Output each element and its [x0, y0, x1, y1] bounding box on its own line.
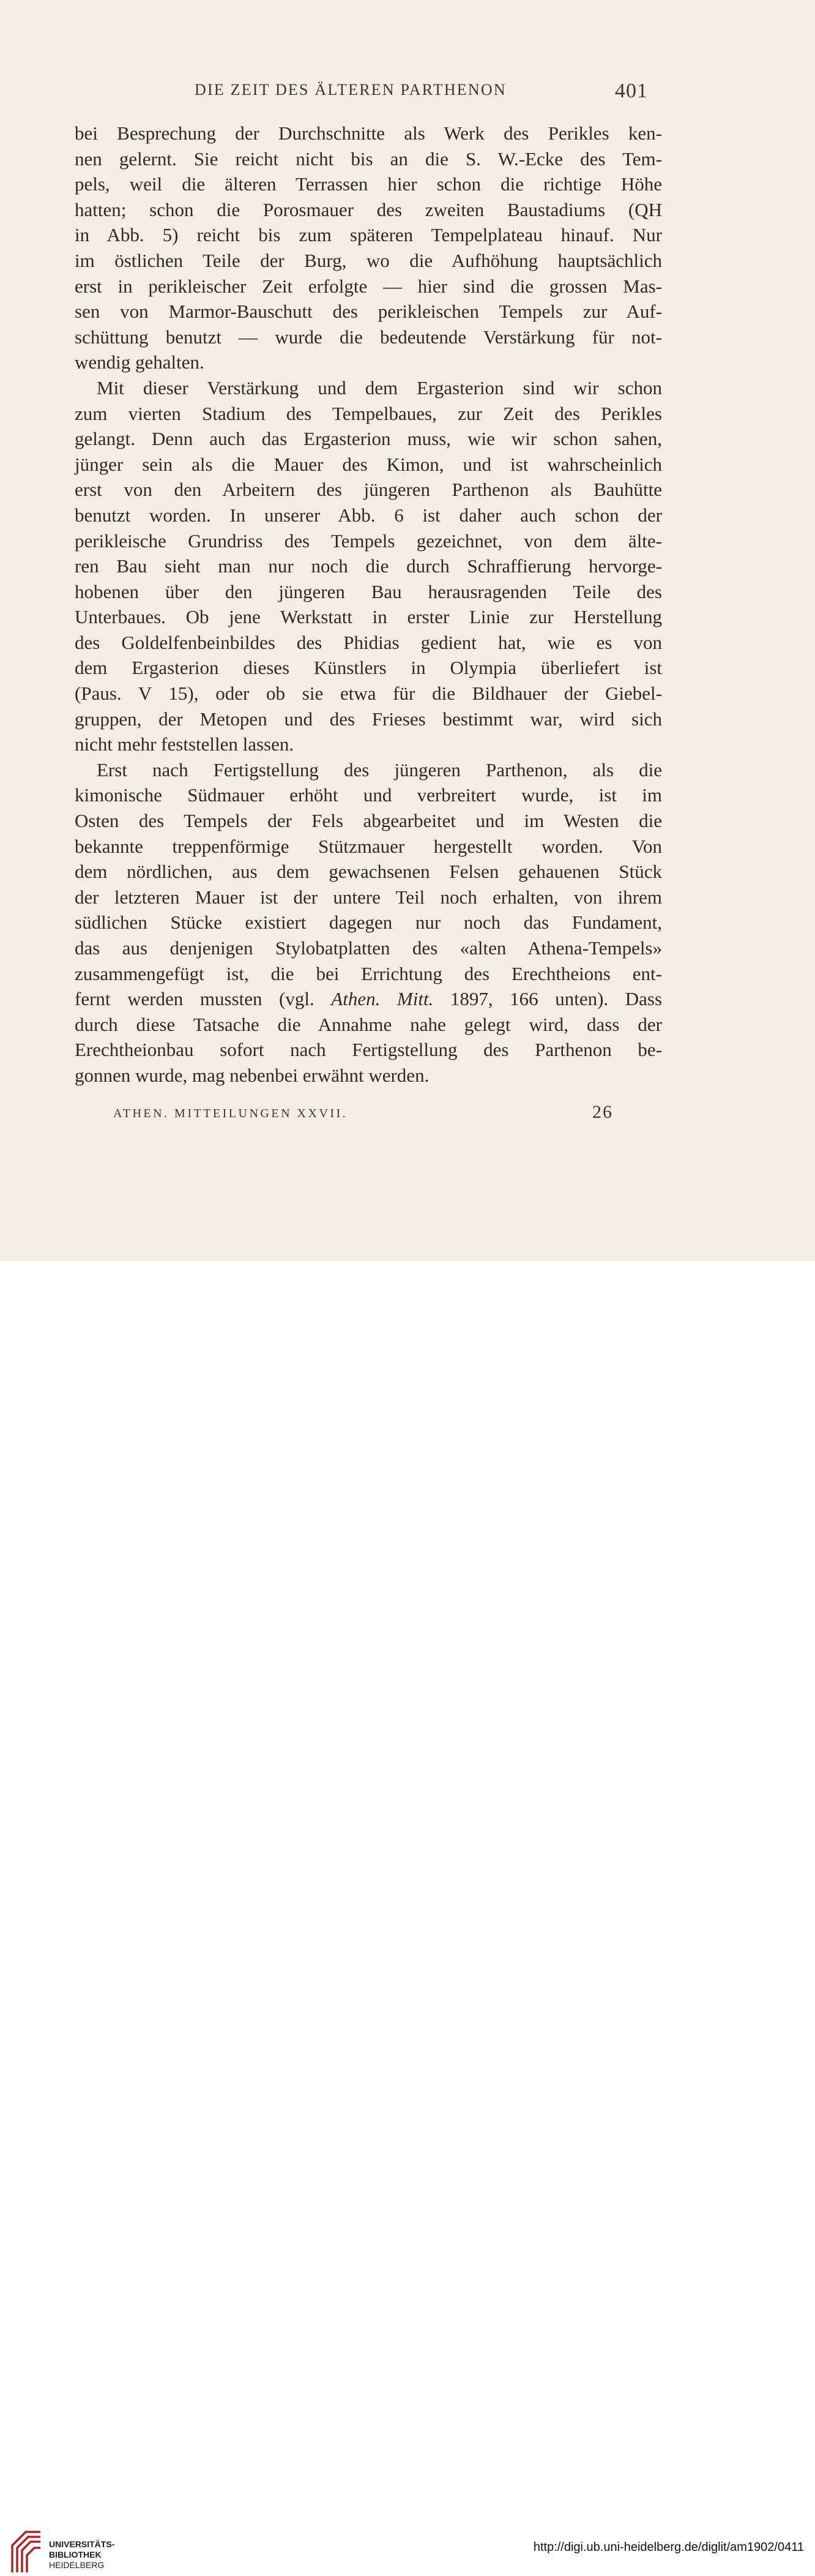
text-line: zusammengefügt ist, die bei Errichtung des Erechtheions ent- [75, 962, 662, 984]
text-line: durch diese Tatsache die Annahme nahe gelegt wird, dass der [75, 1013, 662, 1035]
text-line: des Goldelfenbeinbildes des Phidias gedient hat, wie es von [75, 631, 662, 653]
digitization-footer [0, 1261, 815, 2570]
text-line: ren Bau sieht man nur noch die durch Schraffierung hervorge- [75, 555, 662, 577]
library-name [49, 2539, 114, 2570]
text-line: erst in perikleischer Zeit erfolgte — hier sind die grossen Mas- [75, 275, 662, 297]
library-line: HEIDELBERG [49, 2560, 105, 2570]
text-line: wendig gehalten. [75, 351, 204, 373]
text-line: nicht mehr feststellen lassen. [75, 733, 294, 755]
text-line: bei Besprechung der Durchschnitte als Werk des Perikles ken- [75, 122, 662, 144]
scanned-page [0, 0, 815, 1261]
text-line: hatten; schon die Porosmauer des zweiten Baustadiums (QH [75, 198, 662, 220]
text-line: dem nördlichen, aus dem gewachsenen Felsen gehauenen Stück [75, 861, 662, 883]
text-line: gelangt. Denn auch das Ergasterion muss, wie wir schon sahen, [75, 428, 662, 450]
text-line: hobenen über den jüngeren Bau herausragenden Teile des [75, 580, 662, 602]
text-line: Erechtheionbau sofort nach Fertigstellung des Parthenon be- [75, 1039, 662, 1061]
text-line-with-citation [75, 986, 662, 1012]
text-line: kimonische Südmauer erhöht und verbreitert wurde, ist im [75, 784, 662, 806]
text-fragment: 1897, 166 unten). Dass [450, 988, 663, 1010]
permalink-url[interactable]: http://digi.ub.uni-heidelberg.de/diglit/am1902/0411 [533, 2540, 804, 2554]
text-line: jünger sein als die Mauer des Kimon, und ist wahrscheinlich [75, 453, 662, 475]
text-line: erst von den Arbeitern des jüngeren Parthenon als Bauhütte [75, 479, 662, 501]
text-line: perikleische Grundriss des Tempels gezeichnet, von dem älte- [75, 530, 662, 552]
text-line: in Abb. 5) reicht bis zum späteren Tempelplateau hinauf. Nur [75, 224, 662, 246]
text-line: gonnen wurde, mag nebenbei erwähnt werden. [75, 1064, 430, 1086]
library-line: UNIVERSITÄTS- [49, 2539, 115, 2549]
ub-heidelberg-logo-icon [7, 2527, 45, 2576]
page-number: 401 [615, 80, 648, 102]
text-line: schüttung benutzt — wurde die bedeutende Verstärkung für not- [75, 326, 662, 348]
text-line: (Paus. V 15), oder ob sie etwa für die Bildhauer der Giebel- [75, 683, 662, 705]
printer-signature: ATHEN. MITTEILUNGEN XXVII. [113, 1107, 348, 1120]
citation-italic: Athen. Mitt. [331, 988, 434, 1010]
paragraph-start-line: Mit dieser Verstärkung und dem Ergasterion sind wir schon [97, 376, 662, 399]
text-line: im östlichen Teile der Burg, wo die Aufhöhung hauptsächlich [75, 249, 662, 271]
library-line: BIBLIOTHEK [49, 2550, 102, 2559]
text-line: das aus denjenigen Stylobatplatten des «alten Athena-Tempels» [75, 937, 662, 959]
text-line: gruppen, der Metopen und des Frieses bestimmt war, wird sich [75, 708, 662, 730]
text-line: südlichen Stücke existiert dagegen nur noch das Fundament, [75, 912, 662, 934]
running-head: DIE ZEIT DES ÄLTEREN PARTHENON [195, 81, 507, 99]
text-line: Osten des Tempels der Fels abgearbeitet und im Westen die [75, 810, 662, 832]
text-line: nen gelernt. Sie reicht nicht bis an die S. W.-Ecke des Tem- [75, 148, 662, 170]
text-line: zum vierten Stadium des Tempelbaues, zur Zeit des Perikles [75, 402, 662, 424]
body-text [75, 121, 662, 1088]
text-line: der letzteren Mauer ist der untere Teil noch erhalten, von ihrem [75, 886, 662, 908]
text-line: dem Ergasterion dieses Künstlers in Olympia überliefert ist [75, 657, 662, 679]
text-line: Unterbaues. Ob jene Werkstatt in erster Linie zur Herstellung [75, 606, 662, 628]
text-fragment: fernt werden mussten (vgl. [75, 988, 314, 1010]
paragraph-start-line: Erst nach Fertigstellung des jüngeren Parthenon, als die [97, 758, 662, 781]
text-line: pels, weil die älteren Terrassen hier schon die richtige Höhe [75, 173, 662, 195]
text-line: sen von Marmor-Bauschutt des perikleischen Tempels zur Auf- [75, 301, 662, 323]
text-line: benutzt worden. In unserer Abb. 6 ist daher auch schon der [75, 504, 662, 526]
text-line: bekannte treppenförmige Stützmauer hergestellt worden. Von [75, 835, 662, 857]
sheet-number: 26 [592, 1102, 613, 1122]
